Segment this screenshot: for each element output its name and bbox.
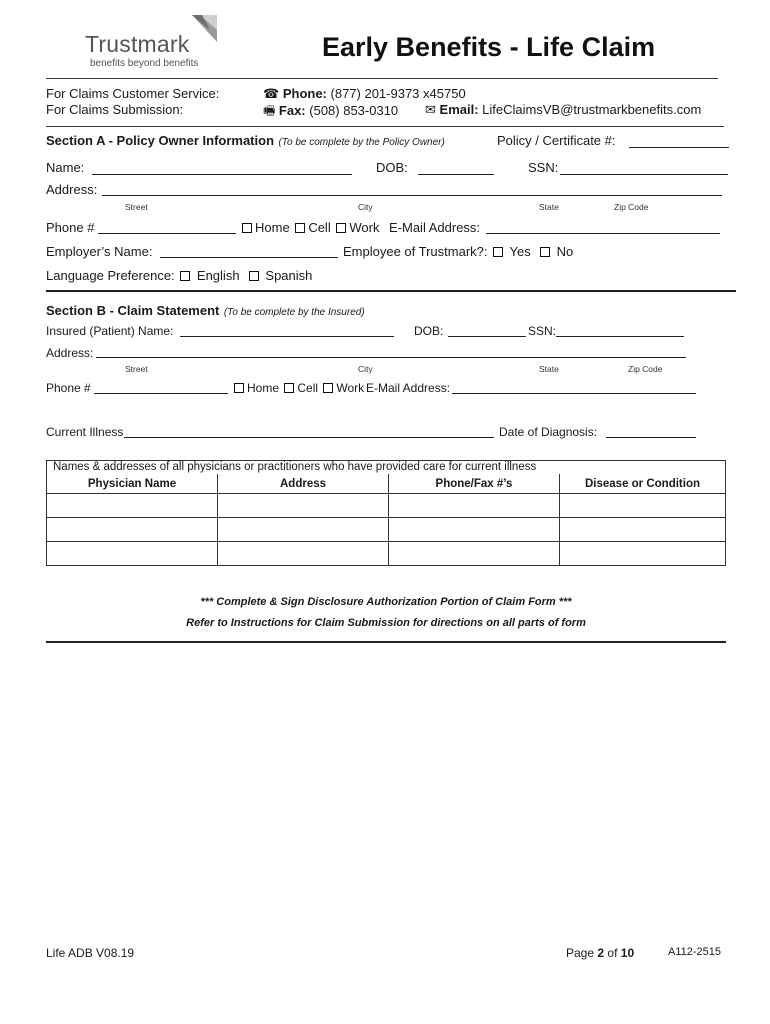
current-illness-label: Current Illness (46, 425, 124, 439)
table-cell[interactable] (218, 518, 389, 542)
insured-work-label: Work (336, 381, 365, 395)
insured-phone-field[interactable] (94, 393, 228, 394)
section-a-note: (To be complete by the Policy Owner) (278, 137, 445, 148)
work-checkbox[interactable] (336, 223, 346, 233)
dob-field[interactable] (418, 174, 494, 175)
col-phone-fax: Phone/Fax #’s (389, 474, 560, 494)
logo-tagline: benefits beyond benefits (90, 58, 199, 69)
contact-divider (46, 126, 724, 127)
email-link[interactable]: LifeClaimsVB@trustmarkbenefits.com (482, 102, 702, 117)
insured-ssn-label: SSN: (528, 324, 557, 338)
ssn-label: SSN: (528, 160, 559, 175)
page-of: of (607, 946, 618, 960)
email-address-label: E-Mail Address: (389, 220, 481, 235)
home-checkbox[interactable] (242, 223, 252, 233)
table-row (47, 542, 726, 566)
table-cell[interactable] (560, 494, 726, 518)
insured-email-field[interactable] (452, 393, 696, 394)
physicians-table (46, 460, 726, 566)
insured-dob-field[interactable] (448, 336, 526, 337)
insured-name-field[interactable] (180, 336, 394, 337)
street-caption: Street (125, 202, 148, 212)
insured-address-label: Address: (46, 346, 94, 360)
yes-label: Yes (509, 244, 531, 259)
table-cell[interactable] (560, 518, 726, 542)
insured-cell-checkbox[interactable] (284, 383, 294, 393)
insured-state-caption: State (539, 364, 559, 374)
phone-value: (877) 201-9373 x45750 (330, 86, 466, 101)
email-label: Email: (439, 102, 479, 117)
section-a-title: Section A - Policy Owner Information (46, 133, 275, 148)
page-number: 2 (597, 946, 605, 960)
cell-checkbox[interactable] (295, 223, 305, 233)
fax-label: Fax: (278, 103, 306, 118)
col-address: Address (218, 474, 389, 494)
insured-work-checkbox[interactable] (323, 383, 333, 393)
zip-caption: Zip Code (614, 202, 649, 212)
service-label: For Claims Customer Service: (46, 86, 220, 101)
current-illness-field[interactable] (124, 437, 494, 438)
form-code: A112-2515 (668, 946, 722, 958)
policy-number-field[interactable] (629, 147, 729, 148)
physicians-caption: Names & addresses of all physicians or practitioners who have provided care for current illness (47, 461, 726, 475)
trustmark-logo-mark-icon (188, 14, 218, 44)
form-id: Life ADB V08.19 (46, 946, 135, 960)
fax-icon: 🖷 (263, 103, 276, 118)
work-label: Work (349, 220, 380, 235)
table-cell[interactable] (218, 542, 389, 566)
logo-wordmark: Trustmark (85, 31, 190, 57)
disclosure-note: *** Complete & Sign Disclosure Authorization Portion of Claim Form *** (200, 596, 572, 608)
home-label: Home (255, 220, 290, 235)
insured-dob-label: DOB: (414, 324, 444, 338)
name-label: Name: (46, 160, 85, 175)
city-caption: City (358, 202, 373, 212)
envelope-icon: ✉ (425, 102, 436, 117)
telephone-icon: ☎ (263, 86, 280, 101)
table-row (47, 518, 726, 542)
insured-cell-label: Cell (297, 381, 319, 395)
table-cell[interactable] (47, 494, 218, 518)
employee-question: Employee of Trustmark?: (343, 244, 488, 259)
cell-label: Cell (308, 220, 331, 235)
ssn-field[interactable] (560, 174, 728, 175)
phone-field[interactable] (98, 233, 236, 234)
employer-label: Employer’s Name: (46, 244, 153, 259)
insured-ssn-field[interactable] (556, 336, 684, 337)
col-disease: Disease or Condition (560, 474, 726, 494)
insured-email-label: E-Mail Address: (366, 381, 451, 395)
email-address-field[interactable] (486, 233, 720, 234)
table-cell[interactable] (47, 518, 218, 542)
no-checkbox[interactable] (540, 247, 550, 257)
fax-value: (508) 853-0310 (309, 103, 399, 118)
table-cell[interactable] (218, 494, 389, 518)
yes-checkbox[interactable] (493, 247, 503, 257)
name-field[interactable] (92, 174, 352, 175)
table-cell[interactable] (47, 542, 218, 566)
address-field[interactable] (102, 195, 722, 196)
header-divider (46, 78, 718, 79)
insured-street-caption: Street (125, 364, 148, 374)
notes-divider (46, 641, 726, 643)
english-checkbox[interactable] (180, 271, 190, 281)
table-cell[interactable] (560, 542, 726, 566)
page-title: Early Benefits - Life Claim (322, 32, 656, 62)
instructions-note: Refer to Instructions for Claim Submission for directions on all parts of form (186, 617, 586, 629)
state-caption: State (539, 202, 559, 212)
insured-city-caption: City (358, 364, 373, 374)
address-label: Address: (46, 182, 98, 197)
insured-home-checkbox[interactable] (234, 383, 244, 393)
table-row (47, 494, 726, 518)
insured-phone-label: Phone # (46, 381, 91, 395)
policy-label: Policy / Certificate #: (497, 133, 616, 148)
section-a-divider (46, 290, 736, 292)
page-indicator (566, 946, 634, 960)
col-physician-name: Physician Name (47, 474, 218, 494)
section-b-title: Section B - Claim Statement (46, 303, 220, 318)
phone-label: Phone # (46, 220, 95, 235)
language-label: Language Preference: (46, 268, 175, 283)
employer-field[interactable] (160, 257, 338, 258)
page-prefix: Page (566, 946, 595, 960)
table-cell[interactable] (389, 518, 560, 542)
insured-zip-caption: Zip Code (628, 364, 663, 374)
dob-label: DOB: (376, 160, 408, 175)
spanish-label: Spanish (265, 268, 313, 283)
insured-name-label: Insured (Patient) Name: (46, 324, 174, 338)
diagnosis-date-field[interactable] (606, 437, 696, 438)
table-cell[interactable] (389, 494, 560, 518)
insured-home-label: Home (247, 381, 280, 395)
page-total: 10 (620, 946, 635, 960)
insured-address-field[interactable] (96, 357, 686, 358)
no-label: No (556, 244, 574, 259)
diagnosis-date-label: Date of Diagnosis: (499, 425, 598, 439)
submission-label: For Claims Submission: (46, 102, 184, 117)
english-label: English (196, 268, 240, 283)
spanish-checkbox[interactable] (249, 271, 259, 281)
table-cell[interactable] (389, 542, 560, 566)
phone-label: Phone: (282, 86, 327, 101)
section-b-note: (To be complete by the Insured) (223, 307, 365, 318)
